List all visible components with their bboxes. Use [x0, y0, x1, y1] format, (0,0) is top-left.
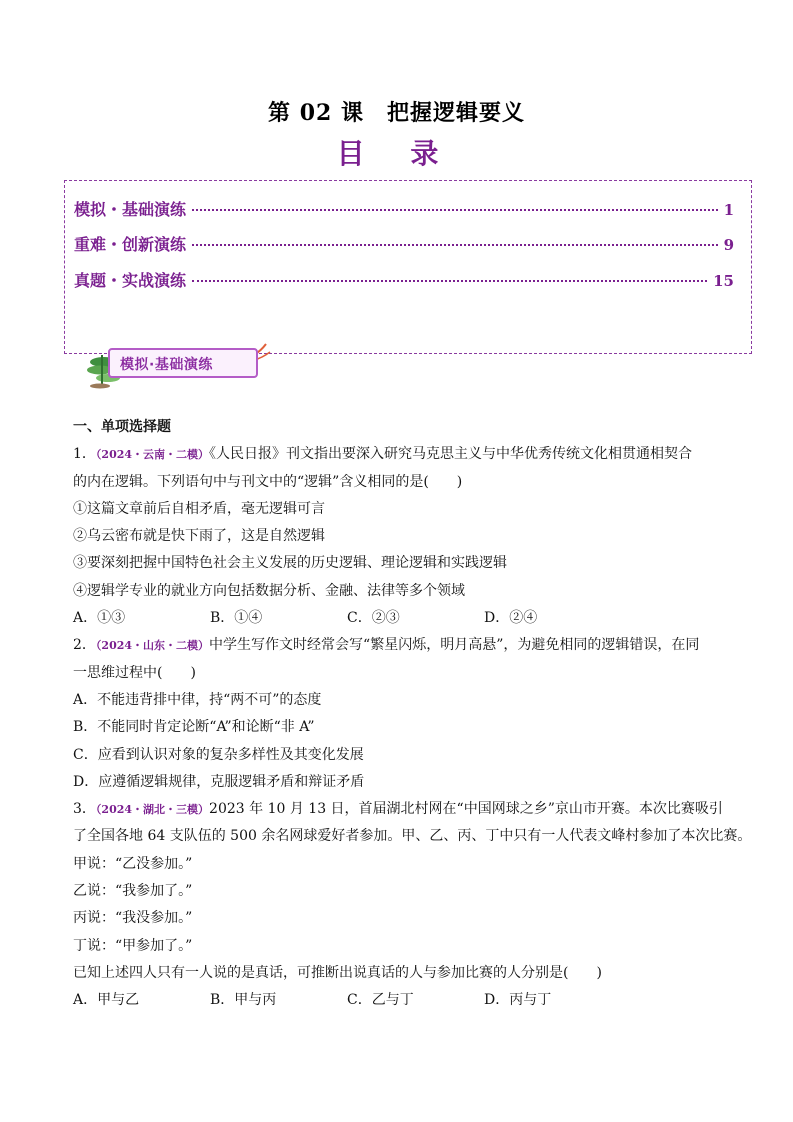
- statement-item: 丁说：“甲参加了。”: [73, 937, 193, 954]
- question-prompt: 已知上述四人只有一人说的是真话，可推断出说真话的人与参加比赛的人分别是( ): [73, 964, 602, 981]
- badge-label: 模拟·基础演练: [120, 357, 213, 373]
- toc-item-real-exam[interactable]: [74, 268, 734, 292]
- answer-options: [73, 605, 733, 632]
- option-b[interactable]: B．甲与丙: [210, 992, 277, 1009]
- question-text-line: 了全国各地 64 支队伍的 500 余名网球爱好者参加。甲、乙、丙、丁中只有一人代表文峰村参加了本次比赛。: [73, 828, 752, 845]
- question-text-line: 一思维过程中( ): [73, 664, 196, 681]
- question-text: 《人民日报》刊文指出要深入研究马克思主义与中华优秀传统文化相贯通相契合: [209, 446, 693, 463]
- toc-label: 模拟・基础演练: [74, 200, 187, 219]
- question-list: [73, 414, 752, 1015]
- statement-item: ②乌云密布就是快下雨了，这是自然逻辑: [73, 528, 325, 545]
- option-d[interactable]: D．应遵循逻辑规律，克服逻辑矛盾和辩证矛盾: [73, 773, 365, 790]
- question-source: （2024・山东・二模）: [95, 639, 210, 653]
- toc-label: 重难・创新演练: [74, 235, 187, 254]
- statement-item: 乙说：“我参加了。”: [73, 883, 193, 900]
- question-number: 2．: [73, 637, 96, 654]
- question-2-stem: [73, 632, 733, 659]
- question-text-line: 的内在逻辑。下列语句中与刊文中的“逻辑”含义相同的是( ): [73, 473, 463, 490]
- statement-item: ④逻辑学专业的就业方向包括数据分析、金融、法律等多个领域: [73, 582, 465, 599]
- option-d[interactable]: D．丙与丁: [484, 992, 552, 1009]
- question-source: （2024・湖北・三模）: [95, 803, 210, 817]
- option-c[interactable]: C．乙与丁: [347, 992, 414, 1009]
- statement-item: 丙说：“我没参加。”: [73, 910, 193, 927]
- toc-page-number: 9: [723, 236, 734, 254]
- option-a[interactable]: A．甲与乙: [73, 992, 140, 1009]
- table-of-contents: [64, 180, 752, 354]
- option-a[interactable]: A．不能违背排中律，持“两不可”的态度: [73, 691, 322, 708]
- toc-page-number: 1: [723, 201, 734, 219]
- question-text: 2023 年 10 月 13 日，首届湖北村网在“中国网球之乡”京山市开赛。本次比赛吸引: [209, 801, 723, 818]
- toc-label: 真题・实战演练: [74, 271, 187, 290]
- question-number: 1．: [73, 446, 96, 463]
- option-b[interactable]: B．①④: [210, 610, 263, 627]
- option-a[interactable]: A．①③: [73, 610, 126, 627]
- statement-item: ③要深刻把握中国特色社会主义发展的历史逻辑、理论逻辑和实践逻辑: [73, 555, 507, 572]
- section-badge: [78, 340, 278, 390]
- question-text: 中学生写作文时经常会写“繁星闪烁，明月高悬”，为避免相同的逻辑错误，在同: [209, 637, 700, 654]
- question-number: 3．: [73, 801, 96, 818]
- toc-item-basic[interactable]: [74, 197, 734, 221]
- toc-leader-dots: [192, 244, 718, 246]
- question-3-stem: [73, 796, 733, 823]
- lesson-title: 第 02 课 把握逻辑要义: [268, 100, 525, 126]
- toc-leader-dots: [192, 209, 718, 211]
- toc-leader-dots: [192, 280, 707, 282]
- option-c[interactable]: C．应看到认识对象的复杂多样性及其变化发展: [73, 746, 364, 763]
- toc-heading: 目 录: [336, 137, 457, 170]
- statement-item: ①这篇文章前后自相矛盾，毫无逻辑可言: [73, 500, 325, 517]
- toc-page-number: 15: [713, 272, 734, 290]
- answer-options: [73, 987, 733, 1014]
- question-1-stem: [73, 441, 733, 468]
- section-heading: 一、单项选择题: [73, 419, 171, 435]
- option-b[interactable]: B．不能同时肯定论断“A”和论断“非 A”: [73, 719, 315, 736]
- statement-item: 甲说：“乙没参加。”: [73, 855, 193, 872]
- question-source: （2024・云南・二模）: [95, 448, 210, 462]
- option-c[interactable]: C．②③: [347, 610, 400, 627]
- option-d[interactable]: D．②④: [484, 610, 538, 627]
- toc-item-advanced[interactable]: [74, 232, 734, 256]
